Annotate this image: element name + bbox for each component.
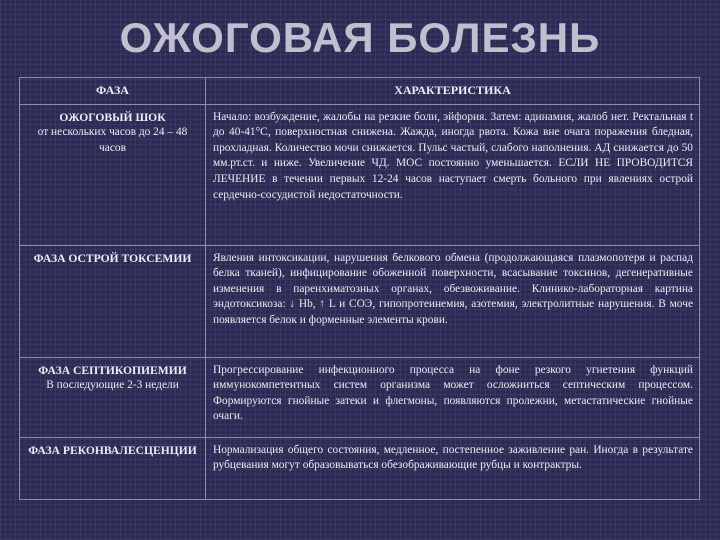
table-row — [20, 104, 700, 245]
table-row — [20, 357, 700, 437]
phase-description: Нормализация общего состояния, медленное, постепенное заживление ран. Иногда в результате рубцевания могут образовываться обезображивающие рубцы и контрактры. — [206, 437, 700, 499]
phases-table — [19, 77, 700, 500]
phase-cell — [20, 357, 206, 437]
phase-name: ФАЗА РЕКОНВАЛЕСЦЕНЦИИ — [28, 443, 197, 457]
phase-cell — [20, 245, 206, 357]
phase-description: Явления интоксикации, нарушения белкового обмена (продолжающаяся плазмопотеря и распад белка тканей), инфицирование обоженной поверхности, всасывание токсинов, дегенеративные изменения в паренхиматозных органах, обезвоживание. Клинико-лабораторная картина эндотоксикоза: ↓ Hb, ↑ L и СОЭ, гипопротеинемия, азотемия, электролитные нарушения. В моче появляется белок и форменные элементы крови. — [206, 245, 700, 357]
header-phase: ФАЗА — [20, 78, 206, 105]
phase-cell — [20, 104, 206, 245]
phase-description: Начало: возбуждение, жалобы на резкие боли, эйфория. Затем: адинамия, жалоб нет. Ректальная t до 40-41°С, поверхностная снижена. Жажда, иногда рвота. Кожа вне очага поражения бледная, прохладная. Количество мочи снижается. Пульс частый, слабого наполнения. АД снижается до 50 мм.рт.ст. и ниже. Увеличение ЧД. МОС постоянно уменьшается. ЕСЛИ НЕ ПРОВОДИТСЯ ЛЕЧЕНИЕ в течении первых 12-24 часов наступает смерть больного при явлениях острой сердечно-сосудистой недостаточности. — [206, 104, 700, 245]
phase-description: Прогрессирование инфекционного процесса на фоне резкого угнетения функций иммунокомпетентных систем организма может осложниться септическим процессом. Формируются гнойные затеки и флегмоны, появляются пролежни, метастатические гнойные очаги. — [206, 357, 700, 437]
phase-note: В последующие 2-3 недели — [46, 379, 179, 392]
page-title: ОЖОГОВАЯ БОЛЕЗНЬ — [119, 14, 601, 61]
phase-note: от нескольких часов до 24 – 48 часов — [37, 126, 188, 154]
table-header-row — [20, 78, 700, 105]
phase-name: ФАЗА ОСТРОЙ ТОКСЕМИИ — [33, 251, 192, 265]
phase-name: ОЖОГОВЫЙ ШОК — [59, 110, 166, 124]
table-row — [20, 245, 700, 357]
header-characteristic: ХАРАКТЕРИСТИКА — [206, 78, 700, 105]
phase-name: ФАЗА СЕПТИКОПИЕМИИ — [38, 363, 187, 377]
phase-cell — [20, 437, 206, 499]
table-row — [20, 437, 700, 499]
